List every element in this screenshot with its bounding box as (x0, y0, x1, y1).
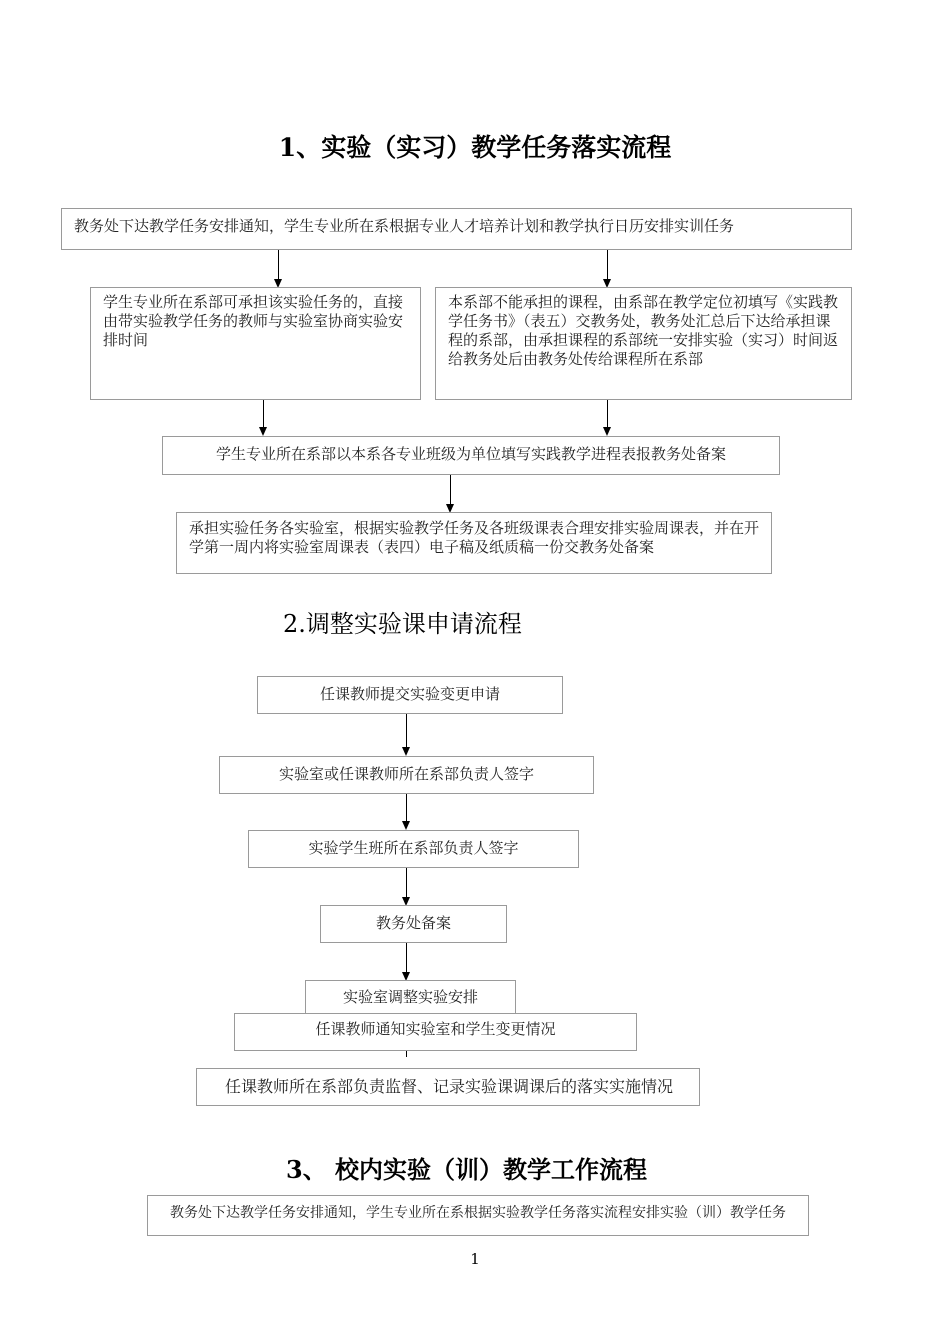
flow2-step-text: 教务处备案 (375, 914, 451, 932)
flow2-connector (406, 868, 407, 898)
flow2-connector (406, 1051, 407, 1057)
flow2-step-text: 实验室或任课教师所在系部负责人签字 (278, 765, 534, 783)
flow1-connector (263, 400, 264, 428)
flow1-connector (450, 475, 451, 505)
flow2-arrow (402, 747, 410, 756)
flow2-step-class-dept-sign (248, 830, 579, 868)
flow2-step-lab-sign (219, 756, 594, 794)
flow2-connector (406, 794, 407, 822)
flow2-step-supervise (196, 1068, 700, 1106)
flow1-step-lab-schedule (176, 512, 772, 574)
flow1-connector (607, 250, 608, 280)
section2-title: 2.调整实验课申请流程 (283, 610, 522, 638)
page-number: 1 (470, 1250, 480, 1268)
flow2-arrow (402, 821, 410, 830)
flow2-connector (406, 714, 407, 748)
flow1-connector (607, 400, 608, 428)
section1-title: 1、实验（实习）教学任务落实流程 (278, 133, 672, 162)
flow2-step-record (320, 905, 507, 943)
flow2-step-text: 实验室调整实验安排 (342, 988, 478, 1006)
flow1-step-progress-table (162, 436, 780, 475)
flow1-step-own-dept (90, 287, 421, 400)
flow2-step-notify (234, 1013, 637, 1051)
flow1-step-other-dept (435, 287, 852, 400)
flow1-arrow (259, 427, 267, 436)
flow1-step-lab-schedule-text: 承担实验任务各实验室，根据实验教学任务及各班级课表合理安排实验周课表，并在开学第一周内将实验室周课表（表四）电子稿及纸质稿一份交教务处备案 (189, 519, 760, 556)
flow3-step-notice (147, 1195, 809, 1236)
flow1-step-own-dept-text: 学生专业所在系部可承担该实验任务的，直接由带实验教学任务的教师与实验室协商实验安排时间 (103, 293, 404, 349)
flow1-step-other-dept-text: 本系部不能承担的课程，由系部在教学定位初填写《实践教学任务书》（表五）交教务处，教务处汇总后下达给承担课程的系部，由承担课程的系部统一安排实验（实习）时间返给教务处后由教务处传给课程所在系部 (448, 293, 839, 368)
flow1-step-notice-text: 教务处下达教学任务安排通知，学生专业所在系根据专业人才培养计划和教学执行日历安排实训任务 (74, 217, 735, 235)
flow1-step-progress-table-text: 学生专业所在系部以本系各专业班级为单位填写实践教学进程表报教务处备案 (215, 445, 726, 463)
flow2-step-text: 任课教师所在系部负责监督、记录实验课调课后的落实实施情况 (225, 1077, 674, 1096)
flow1-connector (278, 250, 279, 280)
flow2-step-lab-adjust (305, 980, 516, 1016)
flow2-step-text: 任课教师通知实验室和学生变更情况 (315, 1020, 556, 1038)
flow3-step-notice-text: 教务处下达教学任务安排通知，学生专业所在系根据实验教学任务落实流程安排实验（训）教学任务 (170, 1205, 786, 1221)
flow2-connector (406, 943, 407, 973)
flow2-step-text: 实验学生班所在系部负责人签字 (308, 839, 519, 857)
flow1-step-notice (61, 208, 852, 250)
section3-title: 3、 校内实验（训）教学工作流程 (286, 1155, 648, 1184)
flow1-arrow (603, 427, 611, 436)
flow2-step-submit-request (257, 676, 563, 714)
flow2-step-text: 任课教师提交实验变更申请 (319, 685, 500, 703)
